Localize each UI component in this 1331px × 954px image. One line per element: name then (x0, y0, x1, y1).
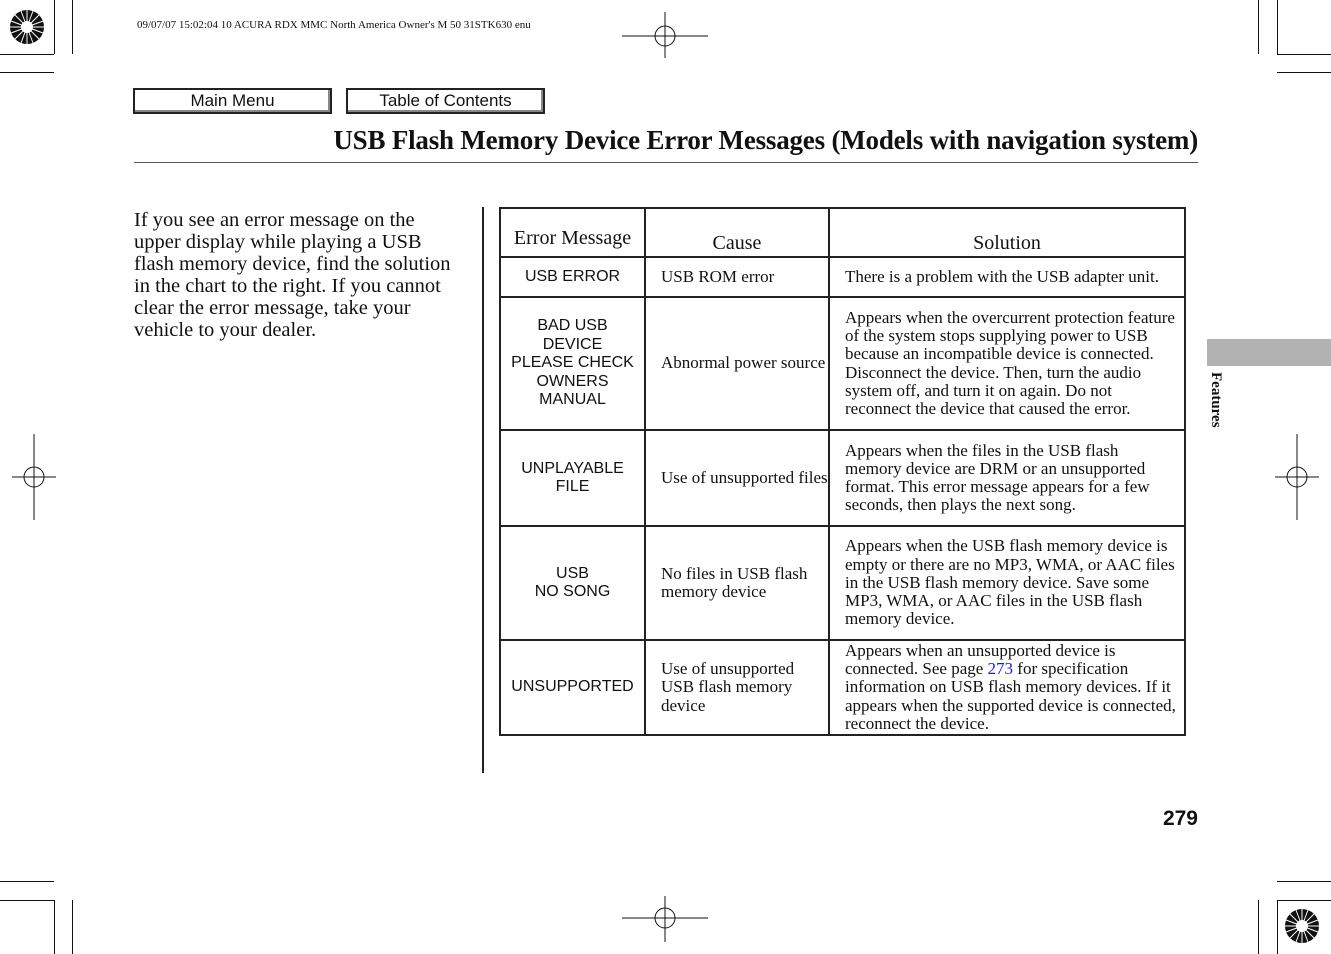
solution-cell: Appears when the files in the USB flash memory device are DRM or an unsupported format. This error message appears for a few seconds, then plays the next song. (829, 430, 1185, 526)
error-message-cell: UNSUPPORTED (500, 640, 645, 735)
header-solution: Solution (829, 208, 1185, 257)
cause-cell: Abnormal power source (645, 297, 829, 430)
cause-cell: No files in USB flash memory device (645, 526, 829, 640)
section-label-text: Features (1208, 372, 1224, 428)
print-header: 09/07/07 15:02:04 10 ACURA RDX MMC North America Owner's M 50 31STK630 enu (137, 19, 531, 31)
error-message-cell: UNPLAYABLE FILE (500, 430, 645, 526)
page-link-273[interactable]: 273 (987, 659, 1014, 679)
header-cause: Cause (645, 208, 829, 257)
solution-cell: There is a problem with the USB adapter unit. (829, 257, 1185, 297)
page-number: 279 (1162, 807, 1198, 830)
main-menu-button[interactable]: Main Menu (133, 88, 332, 114)
error-message-cell: BAD USB DEVICE PLEASE CHECK OWNERS MANUAL (500, 297, 645, 430)
cause-cell: Use of unsupported files (645, 430, 829, 526)
cause-cell: Use of unsupported USB flash memory device (645, 640, 829, 735)
solution-cell: Appears when the USB flash memory device is empty or there are no MP3, WMA, or AAC files in the USB flash memory device. Save some MP3, WMA, or AAC files in the USB flash memory device. (829, 526, 1185, 640)
intro-paragraph: If you see an error message on the upper display while playing a USB flash memory device, find the solution in the chart to the right. If you cannot clear the error message, take your vehicle to your dealer. (134, 209, 451, 341)
table-of-contents-button[interactable]: Table of Contents (346, 88, 545, 114)
cause-cell: USB ROM error (645, 257, 829, 297)
solution-text: for specification information on USB flash memory devices. If it appears when the supported device is connected, reconnect the device. (845, 659, 1176, 733)
page-title: USB Flash Memory Device Error Messages (Models with navigation system) (333, 125, 1198, 155)
solution-text: Appears when an unsupported device is connected. See page (845, 640, 1116, 679)
error-message-cell: USB NO SONG (500, 526, 645, 640)
solution-cell: Appears when the overcurrent protection feature of the system stops supplying power to USB because an incompatible device is connected. Disconnect the device. Then, turn the audio system off, and turn it on again. Do not reconnect the device that caused the error. (829, 297, 1185, 430)
error-message-cell: USB ERROR (500, 257, 645, 297)
header-error-message: Error Message (500, 208, 645, 257)
